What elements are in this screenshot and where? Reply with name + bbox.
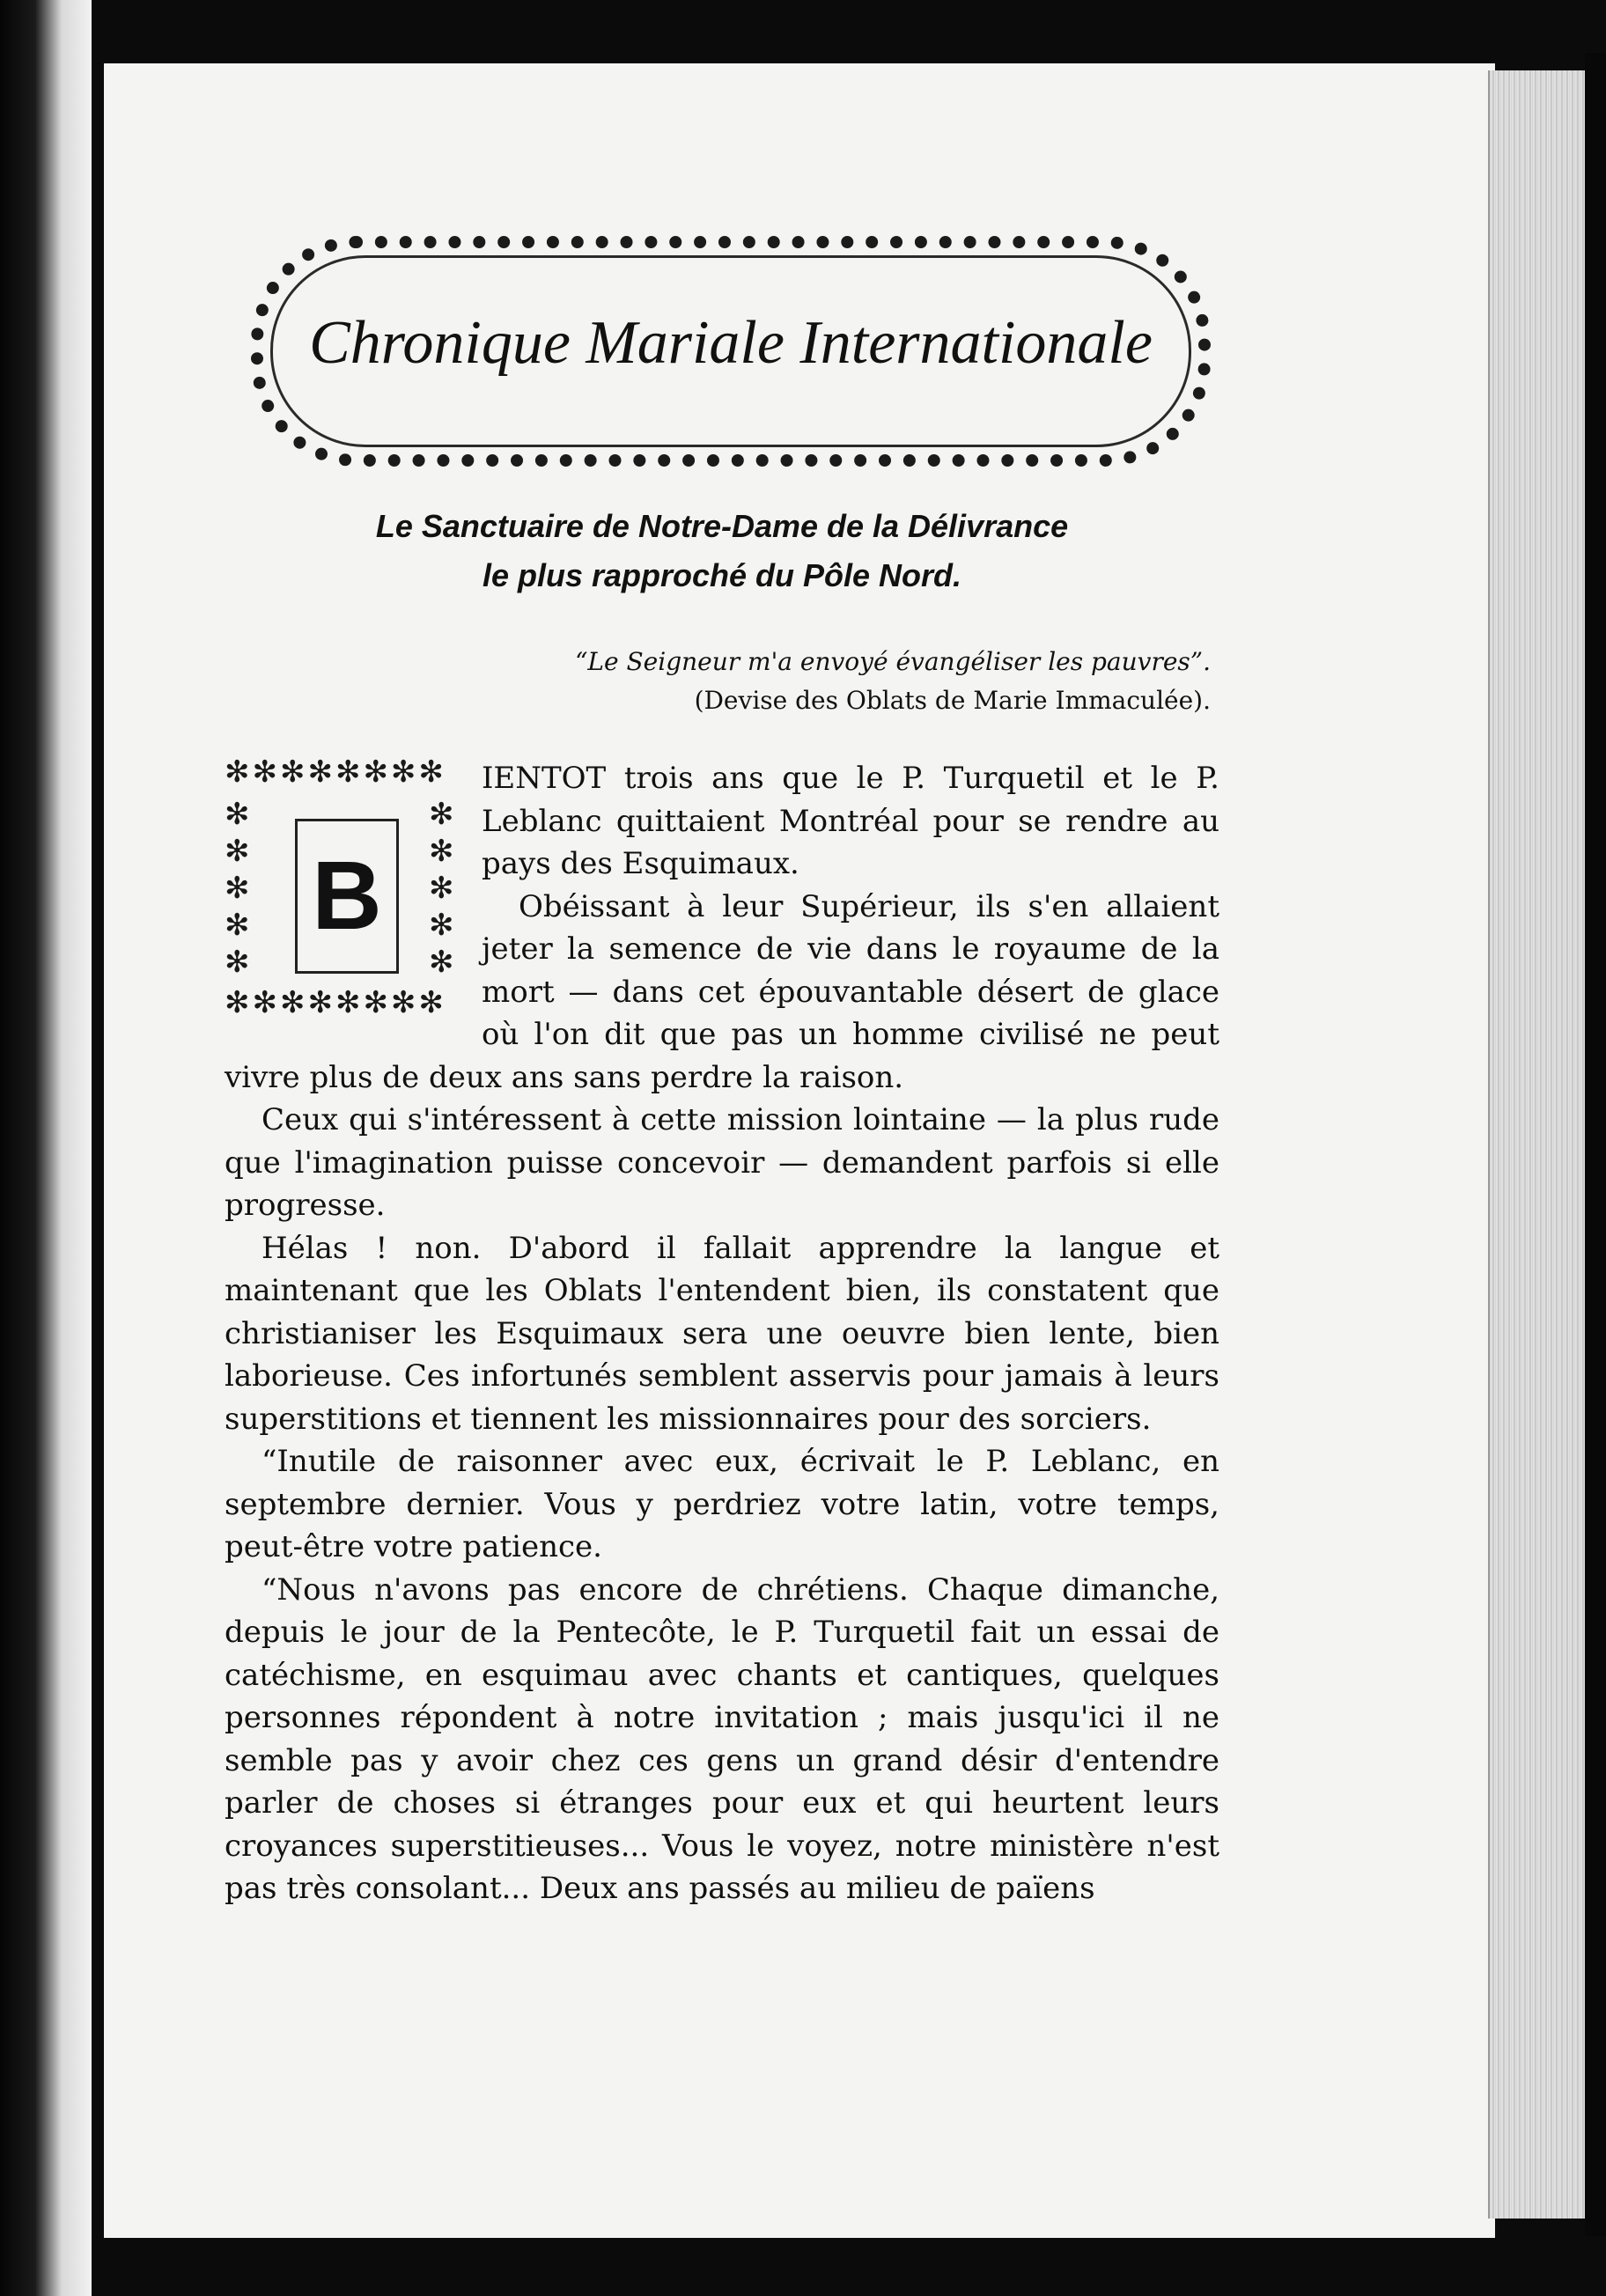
left-page-edge	[0, 0, 92, 2296]
subtitle-line-1: Le Sanctuaire de Notre-Dame de la Délivrance	[375, 508, 1069, 544]
fore-edge	[1585, 53, 1606, 2236]
motto-source: (Devise des Oblats de Marie Immaculée).	[694, 686, 1211, 715]
snowflake-ornament-icon: ✻ ✻ ✻ ✻ ✻	[429, 797, 454, 980]
article	[225, 236, 1219, 1910]
paragraph: Hélas ! non. D'abord il fallait apprendre la langue et maintenant que les Oblats l'entendent bien, ils constatent que christianiser les Esquimaux sera une oeuvre bien lente, bien laborieuse. Ces infortunés semblent asservis pour jamais à leurs superstitions et tiennent les missionnaires pour des sorciers.	[225, 1230, 1219, 1437]
paragraph: Obéissant à leur Supérieur, ils s'en allaient jeter la semence de vie dans le royaume de la mort — dans cet épouvantable désert de glace où l'on dit que pas un homme civilisé ne peut vivre plus de deux ans sans perdre la raison.	[225, 888, 1219, 1095]
paragraph: IENTOT trois ans que le P. Turquetil et le P. Leblanc quittaient Montréal pour se rendre au pays des Esquimaux.	[482, 761, 1219, 881]
title-frame	[251, 236, 1211, 467]
paragraph: “Inutile de raisonner avec eux, écrivait le P. Leblanc, en septembre dernier. Vous y perdriez votre latin, votre temps, peut-être votre patience.	[225, 1444, 1219, 1564]
subtitle-line-2: le plus rapproché du Pôle Nord.	[482, 557, 962, 593]
page-stack-edge	[1488, 70, 1587, 2219]
snowflake-ornament-icon: ✻ ✻ ✻ ✻ ✻	[225, 797, 250, 980]
article-body	[225, 757, 1219, 1910]
snowflake-ornament-icon: ✻✻✻✻✻✻✻✻	[225, 757, 446, 787]
page-title: Chronique Mariale Internationale	[309, 309, 1153, 377]
dropcap-letter: B	[312, 841, 382, 950]
snowflake-ornament-icon: ✻✻✻✻✻✻✻✻	[225, 988, 446, 1018]
motto-quote: “Le Seigneur m'a envoyé évangéliser les pauvres”.	[575, 647, 1211, 676]
dropcap-frame	[295, 819, 399, 974]
motto	[225, 643, 1219, 720]
article-subtitle	[225, 502, 1219, 600]
paragraph: “Nous n'avons pas encore de chrétiens. Chaque dimanche, depuis le jour de la Pentecôte, le P. Turquetil fait un essai de catéchisme, en esquimau avec chants et cantiques, quelques personnes répondent à notre invitation ; mais jusqu'ici il ne semble pas y avoir chez ces gens un grand désir d'entendre parler de choses si étranges pour eux et qui heurtent leurs croyances superstitieuses... Vous le voyez, notre ministère n'est pas très consolant... Deux ans passés au milieu de païens	[225, 1571, 1219, 1906]
paragraph: Ceux qui s'intéressent à cette mission lointaine — la plus rude que l'imagination puisse concevoir — demandent parfois si elle progresse.	[225, 1102, 1219, 1223]
dropcap	[225, 757, 464, 1021]
